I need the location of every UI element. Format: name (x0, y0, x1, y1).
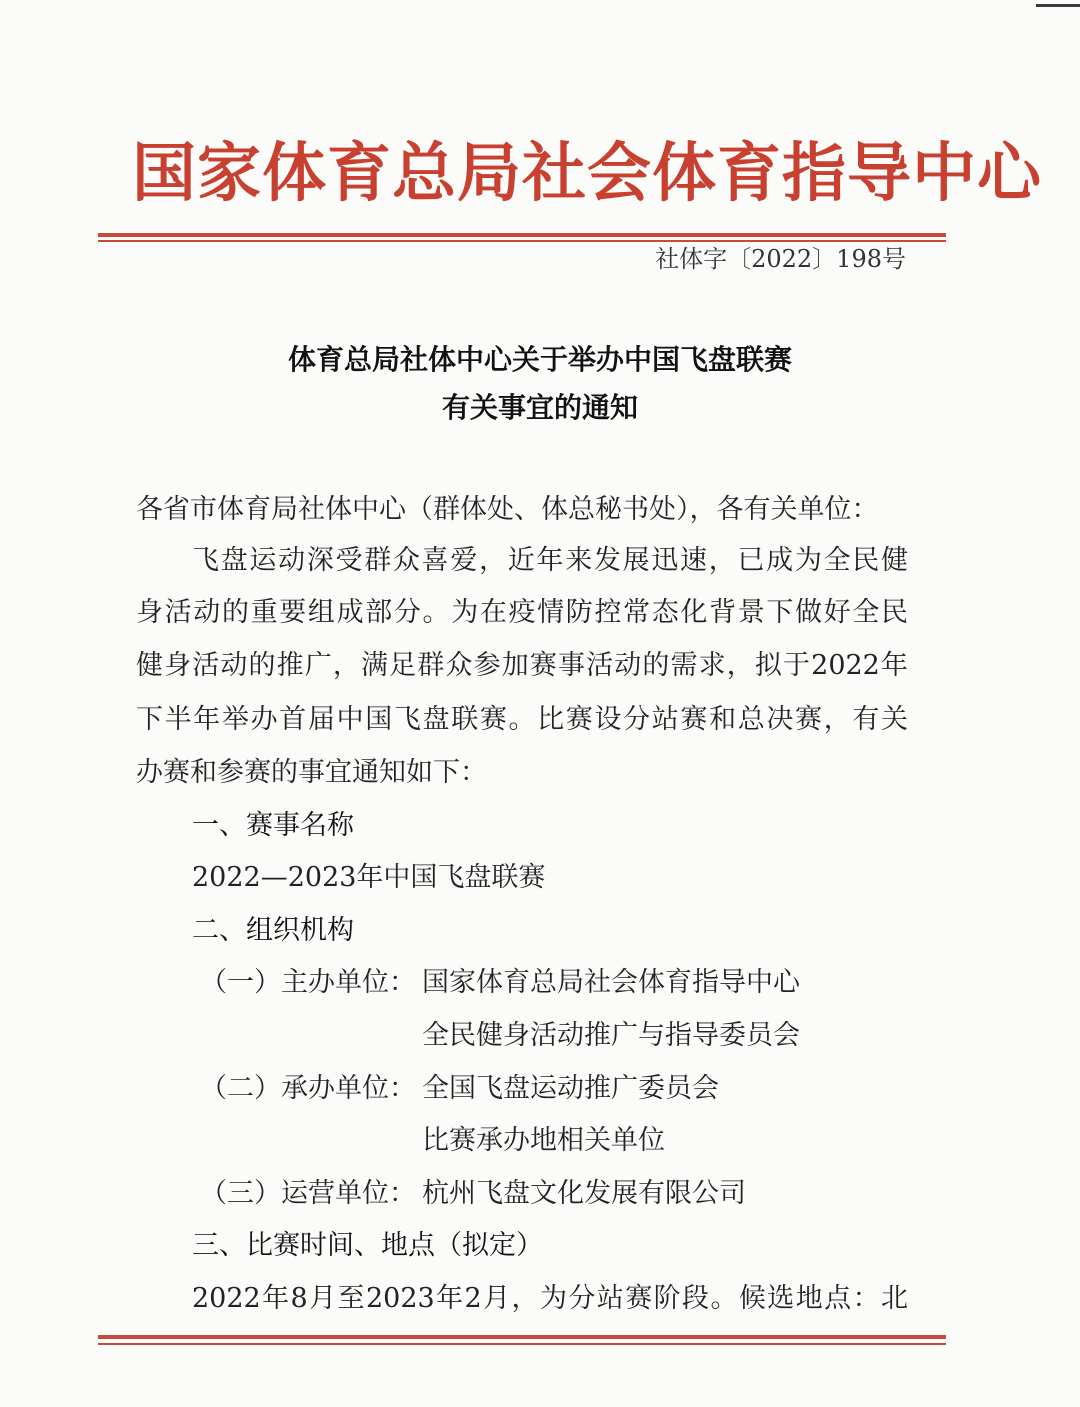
intro-line-4: 下半年举办首届中国飞盘联赛。比赛设分站赛和总决赛，有关 (136, 704, 908, 735)
organizer-line-1: 全国飞盘运动推广委员会 (422, 1073, 719, 1104)
host-label: （一）主办单位： (200, 967, 416, 998)
corner-mark (1036, 4, 1080, 7)
document-number: 社体字〔2022〕198号 (655, 245, 906, 273)
intro-line-5: 办赛和参赛的事宜通知如下： (136, 757, 487, 788)
operator-label: （三）运营单位： (200, 1178, 416, 1209)
section-1-content: 2022—2023年中国飞盘联赛 (192, 862, 546, 893)
section-3-line-1: 2022年8月至2023年2月，为分站赛阶段。候选地点：北 (192, 1283, 908, 1314)
organizer-line-2: 比赛承办地相关单位 (422, 1125, 665, 1156)
intro-line-2: 身活动的重要组成部分。为在疫情防控常态化背景下做好全民 (136, 597, 908, 628)
host-line-1: 国家体育总局社会体育指导中心 (422, 967, 800, 998)
salutation: 各省市体育局社体中心（群体处、体总秘书处），各有关单位： (136, 494, 879, 525)
operator-line-1: 杭州飞盘文化发展有限公司 (422, 1178, 746, 1209)
footer-rule-thin (98, 1343, 946, 1345)
letterhead-rule-thin (98, 240, 946, 242)
intro-line-1: 飞盘运动深受群众喜爱，近年来发展迅速，已成为全民健 (192, 545, 908, 576)
agency-letterhead: 国家体育总局社会体育指导中心 (132, 137, 1042, 211)
notice-title-line-2: 有关事宜的通知 (441, 391, 638, 424)
host-line-2: 全民健身活动推广与指导委员会 (422, 1020, 800, 1051)
intro-line-3: 健身活动的推广，满足群众参加赛事活动的需求，拟于2022年 (136, 650, 908, 681)
letterhead-rule-thick (98, 233, 946, 237)
section-1-heading: 一、赛事名称 (192, 810, 354, 841)
footer-rule-thick (98, 1335, 946, 1339)
section-2-heading: 二、组织机构 (192, 915, 354, 946)
notice-title-line-1: 体育总局社体中心关于举办中国飞盘联赛 (287, 343, 792, 376)
section-3-heading: 三、比赛时间、地点（拟定） (192, 1230, 543, 1261)
organizer-label: （二）承办单位： (200, 1073, 416, 1104)
